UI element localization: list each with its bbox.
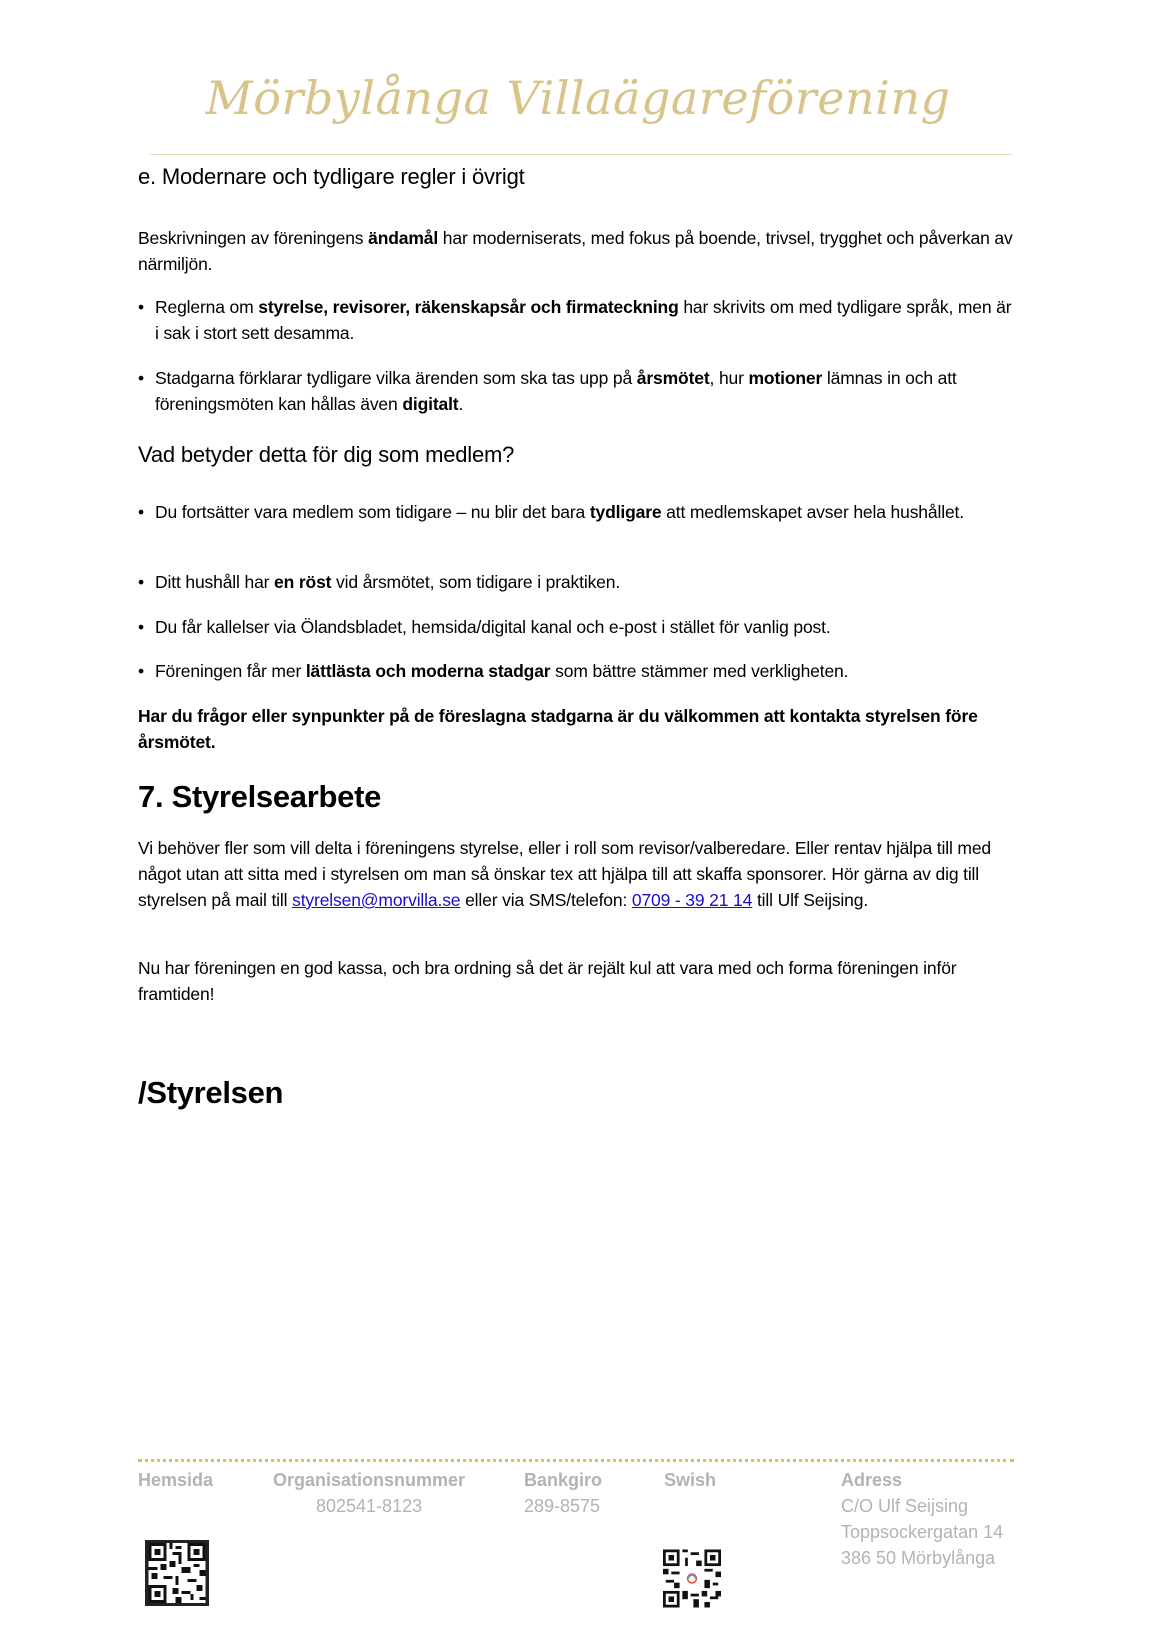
footer-swish-label: Swish [664,1470,717,1490]
list-item [138,614,1018,640]
phone-link[interactable]: 0709 - 39 21 14 [631,890,753,910]
member-closing [138,703,1018,755]
section-7-para-2 [138,955,1018,1007]
bullet-icon: • [138,617,144,637]
list-item [138,658,1018,684]
email-link[interactable]: styrelsen@morvilla.se [292,890,461,910]
footer-divider [138,1459,1014,1462]
website-qr-code-icon[interactable] [145,1540,209,1606]
member-bullet-4 [138,658,1018,684]
text: Du får kallelser via Ölandsbladet, hemsida/digital kanal och e-post i stället för vanlig post. [155,617,831,637]
bold-text: ändamål [368,228,439,248]
bullet-icon: • [138,661,144,681]
section-7-heading: 7. Styrelsearbete [138,779,382,814]
text: Reglerna om [155,297,259,317]
text: vid årsmötet, som tidigare i praktiken. [331,572,621,592]
bold-text: en röst [274,572,332,592]
bold-text: styrelse, revisorer, räkenskapsår och firmateckning [258,297,679,317]
footer-hemsida-label: Hemsida [138,1470,214,1490]
footer-adress-line-3: 386 50 Mörbylånga [841,1548,996,1568]
text: , hur [709,368,749,388]
bold-text: årsmötet [636,368,710,388]
list-item [138,365,1018,417]
bullet-icon: • [138,502,144,522]
text: Vi behöver fler som vill delta i föreningens styrelse, eller i roll som revisor/valberedare. Eller rentav hjälpa till med något utan att sitta med i styrelsen om man så önskar tex att hjälpa till att skaffa sponsorer. Hör gärna av dig till styrelsen på mail till [138,838,992,910]
bullet-icon: • [138,572,144,592]
member-bullet-3 [138,614,1018,640]
signature-block [138,1074,1018,1112]
text: har skrivits om med tydligare språk, men är i sak i stort sett desamma. [155,297,1012,343]
member-section-heading: Vad betyder detta för dig som medlem? [138,442,515,467]
section-e-bullet-2 [138,365,1018,417]
bold-text: lättlästa och moderna stadgar [305,661,551,681]
footer-adress-line-1: C/O Ulf Seijsing [841,1496,969,1516]
text: Ditt hushåll har [155,572,275,592]
footer-bankgiro-label: Bankgiro [524,1470,603,1490]
bullet-icon: • [138,368,144,388]
text: har moderniserats, med fokus på boende, trivsel, trygghet och påverkan av närmiljön. [138,228,1013,274]
intro-paragraph [138,225,1018,277]
text: att medlemskapet avser hela hushållet. [661,502,964,522]
list-item [138,569,1018,595]
section-7-para-1 [138,835,1018,913]
footer-adress-label: Adress [841,1470,903,1490]
swish-qr-code-icon[interactable] [663,1549,721,1608]
section-e [138,163,1018,191]
closing-note: Har du frågor eller synpunkter på de föreslagna stadgarna är du välkommen att kontakta styrelsen före årsmötet. [138,706,978,752]
text: Föreningen får mer [155,661,306,681]
bold-text: motioner [748,368,823,388]
list-item [138,499,1018,525]
section-e-intro [138,225,1018,277]
text: till Ulf Seijsing. [752,890,869,910]
text: Beskrivningen av föreningens [138,228,369,248]
footer-org-label: Organisationsnummer [273,1470,466,1490]
footer-adress-line-2: Toppsockergatan 14 [841,1522,1004,1542]
section-7 [138,778,1018,816]
text: Du fortsätter vara medlem som tidigare – nu blir det bara [155,502,590,522]
member-bullet-1 [138,499,1018,525]
text: som bättre stämmer med verkligheten. [550,661,849,681]
section-e-bullet-1 [138,294,1018,346]
text: . [458,394,464,414]
kassa-paragraph: Nu har föreningen en god kassa, och bra ordning så det är rejält kul att vara med och forma föreningen inför framtiden! [138,958,957,1004]
styrelse-paragraph [138,835,1018,913]
text: eller via SMS/telefon: [460,890,632,910]
text: Stadgarna förklarar tydligare vilka ärenden som ska tas upp på [155,368,637,388]
text: lämnas in och att föreningsmöten kan hållas även [155,368,957,414]
header-divider [150,154,1012,155]
bullet-icon: • [138,297,144,317]
footer-org-value: 802541-8123 [316,1496,423,1516]
bold-text: tydligare [589,502,662,522]
list-item [138,294,1018,346]
bold-text: digitalt [402,394,459,414]
signature: /Styrelsen [138,1075,284,1110]
member-section [138,441,1018,469]
member-bullet-2 [138,569,1018,595]
footer-bankgiro-value: 289-8575 [524,1496,601,1516]
section-e-heading: e. Modernare och tydligare regler i övrigt [138,164,525,189]
association-logo-title: Mörbylånga Villaägareförening [205,71,951,125]
